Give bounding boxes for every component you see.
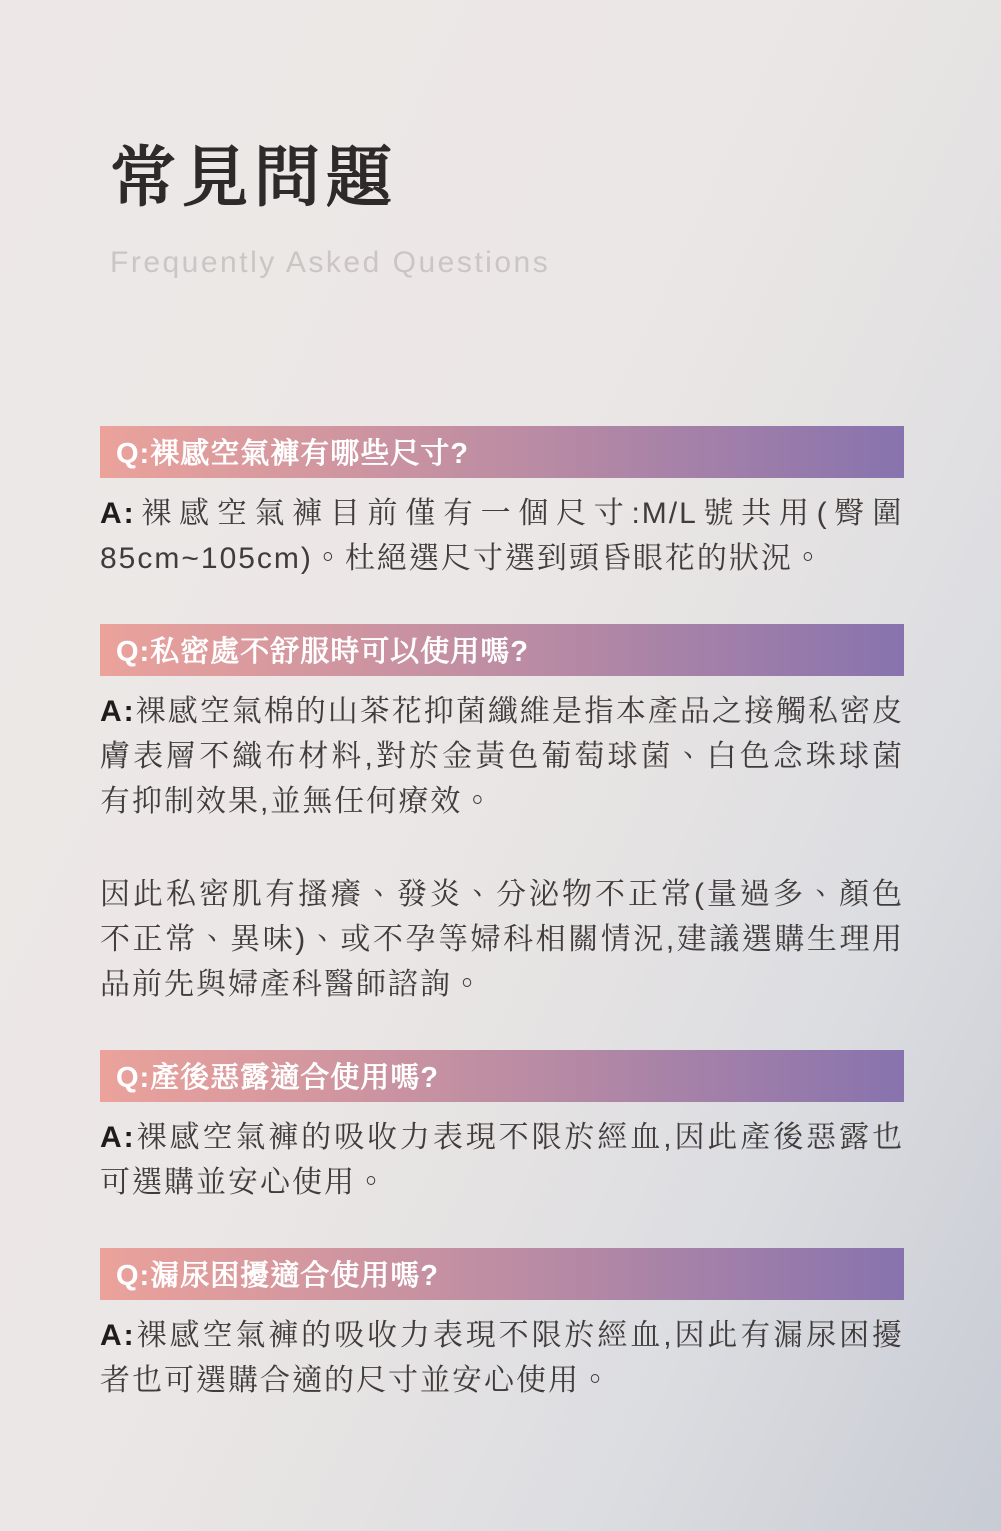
faq-item-postpartum	[100, 1050, 904, 1205]
faq-question-text: Q:漏尿困擾適合使用嗎?	[116, 1260, 439, 1293]
faq-answer	[100, 1115, 904, 1205]
faq-answer	[100, 1313, 904, 1403]
page-title: 常見問題	[110, 140, 398, 214]
faq-item-discomfort	[100, 624, 904, 1007]
answer-text: 裸感空氣褲目前僅有一個尺寸:M/L號共用(臀圍85cm~105cm)。杜絕選尺寸選到頭昏眼花的狀況。	[100, 496, 904, 575]
answer-prefix: A:	[100, 694, 136, 728]
answer-paragraph	[100, 491, 904, 581]
faq-list	[100, 426, 904, 1403]
faq-answer	[100, 491, 904, 581]
faq-question-banner	[100, 624, 904, 676]
answer-text: 裸感空氣褲的吸收力表現不限於經血,因此有漏尿困擾者也可選購合適的尺寸並安心使用。	[100, 1318, 904, 1397]
faq-question-text: Q:產後惡露適合使用嗎?	[116, 1062, 439, 1095]
answer-paragraph	[100, 689, 904, 824]
answer-paragraph	[100, 872, 904, 1007]
page-subtitle: Frequently Asked Questions	[110, 245, 551, 279]
faq-item-sizes	[100, 426, 904, 581]
page-header	[110, 140, 904, 282]
answer-prefix: A:	[100, 496, 136, 530]
faq-question-text: Q:裸感空氣褲有哪些尺寸?	[116, 438, 469, 471]
answer-prefix: A:	[100, 1318, 136, 1352]
faq-question-text: Q:私密處不舒服時可以使用嗎?	[116, 636, 529, 669]
faq-question-banner	[100, 1050, 904, 1102]
answer-text: 因此私密肌有搔癢、發炎、分泌物不正常(量過多、顏色不正常、異味)、或不孕等婦科相關情況,建議選購生理用品前先與婦產科醫師諮詢。	[100, 877, 904, 1001]
answer-text: 裸感空氣棉的山茶花抑菌纖維是指本產品之接觸私密皮膚表層不織布材料,對於金黃色葡萄球菌、白色念珠球菌有抑制效果,並無任何療效。	[100, 694, 904, 818]
answer-paragraph	[100, 1115, 904, 1205]
answer-prefix: A:	[100, 1120, 136, 1154]
faq-answer	[100, 689, 904, 1007]
answer-paragraph	[100, 1313, 904, 1403]
faq-item-incontinence	[100, 1248, 904, 1403]
faq-question-banner	[100, 426, 904, 478]
faq-question-banner	[100, 1248, 904, 1300]
answer-text: 裸感空氣褲的吸收力表現不限於經血,因此產後惡露也可選購並安心使用。	[100, 1120, 904, 1199]
